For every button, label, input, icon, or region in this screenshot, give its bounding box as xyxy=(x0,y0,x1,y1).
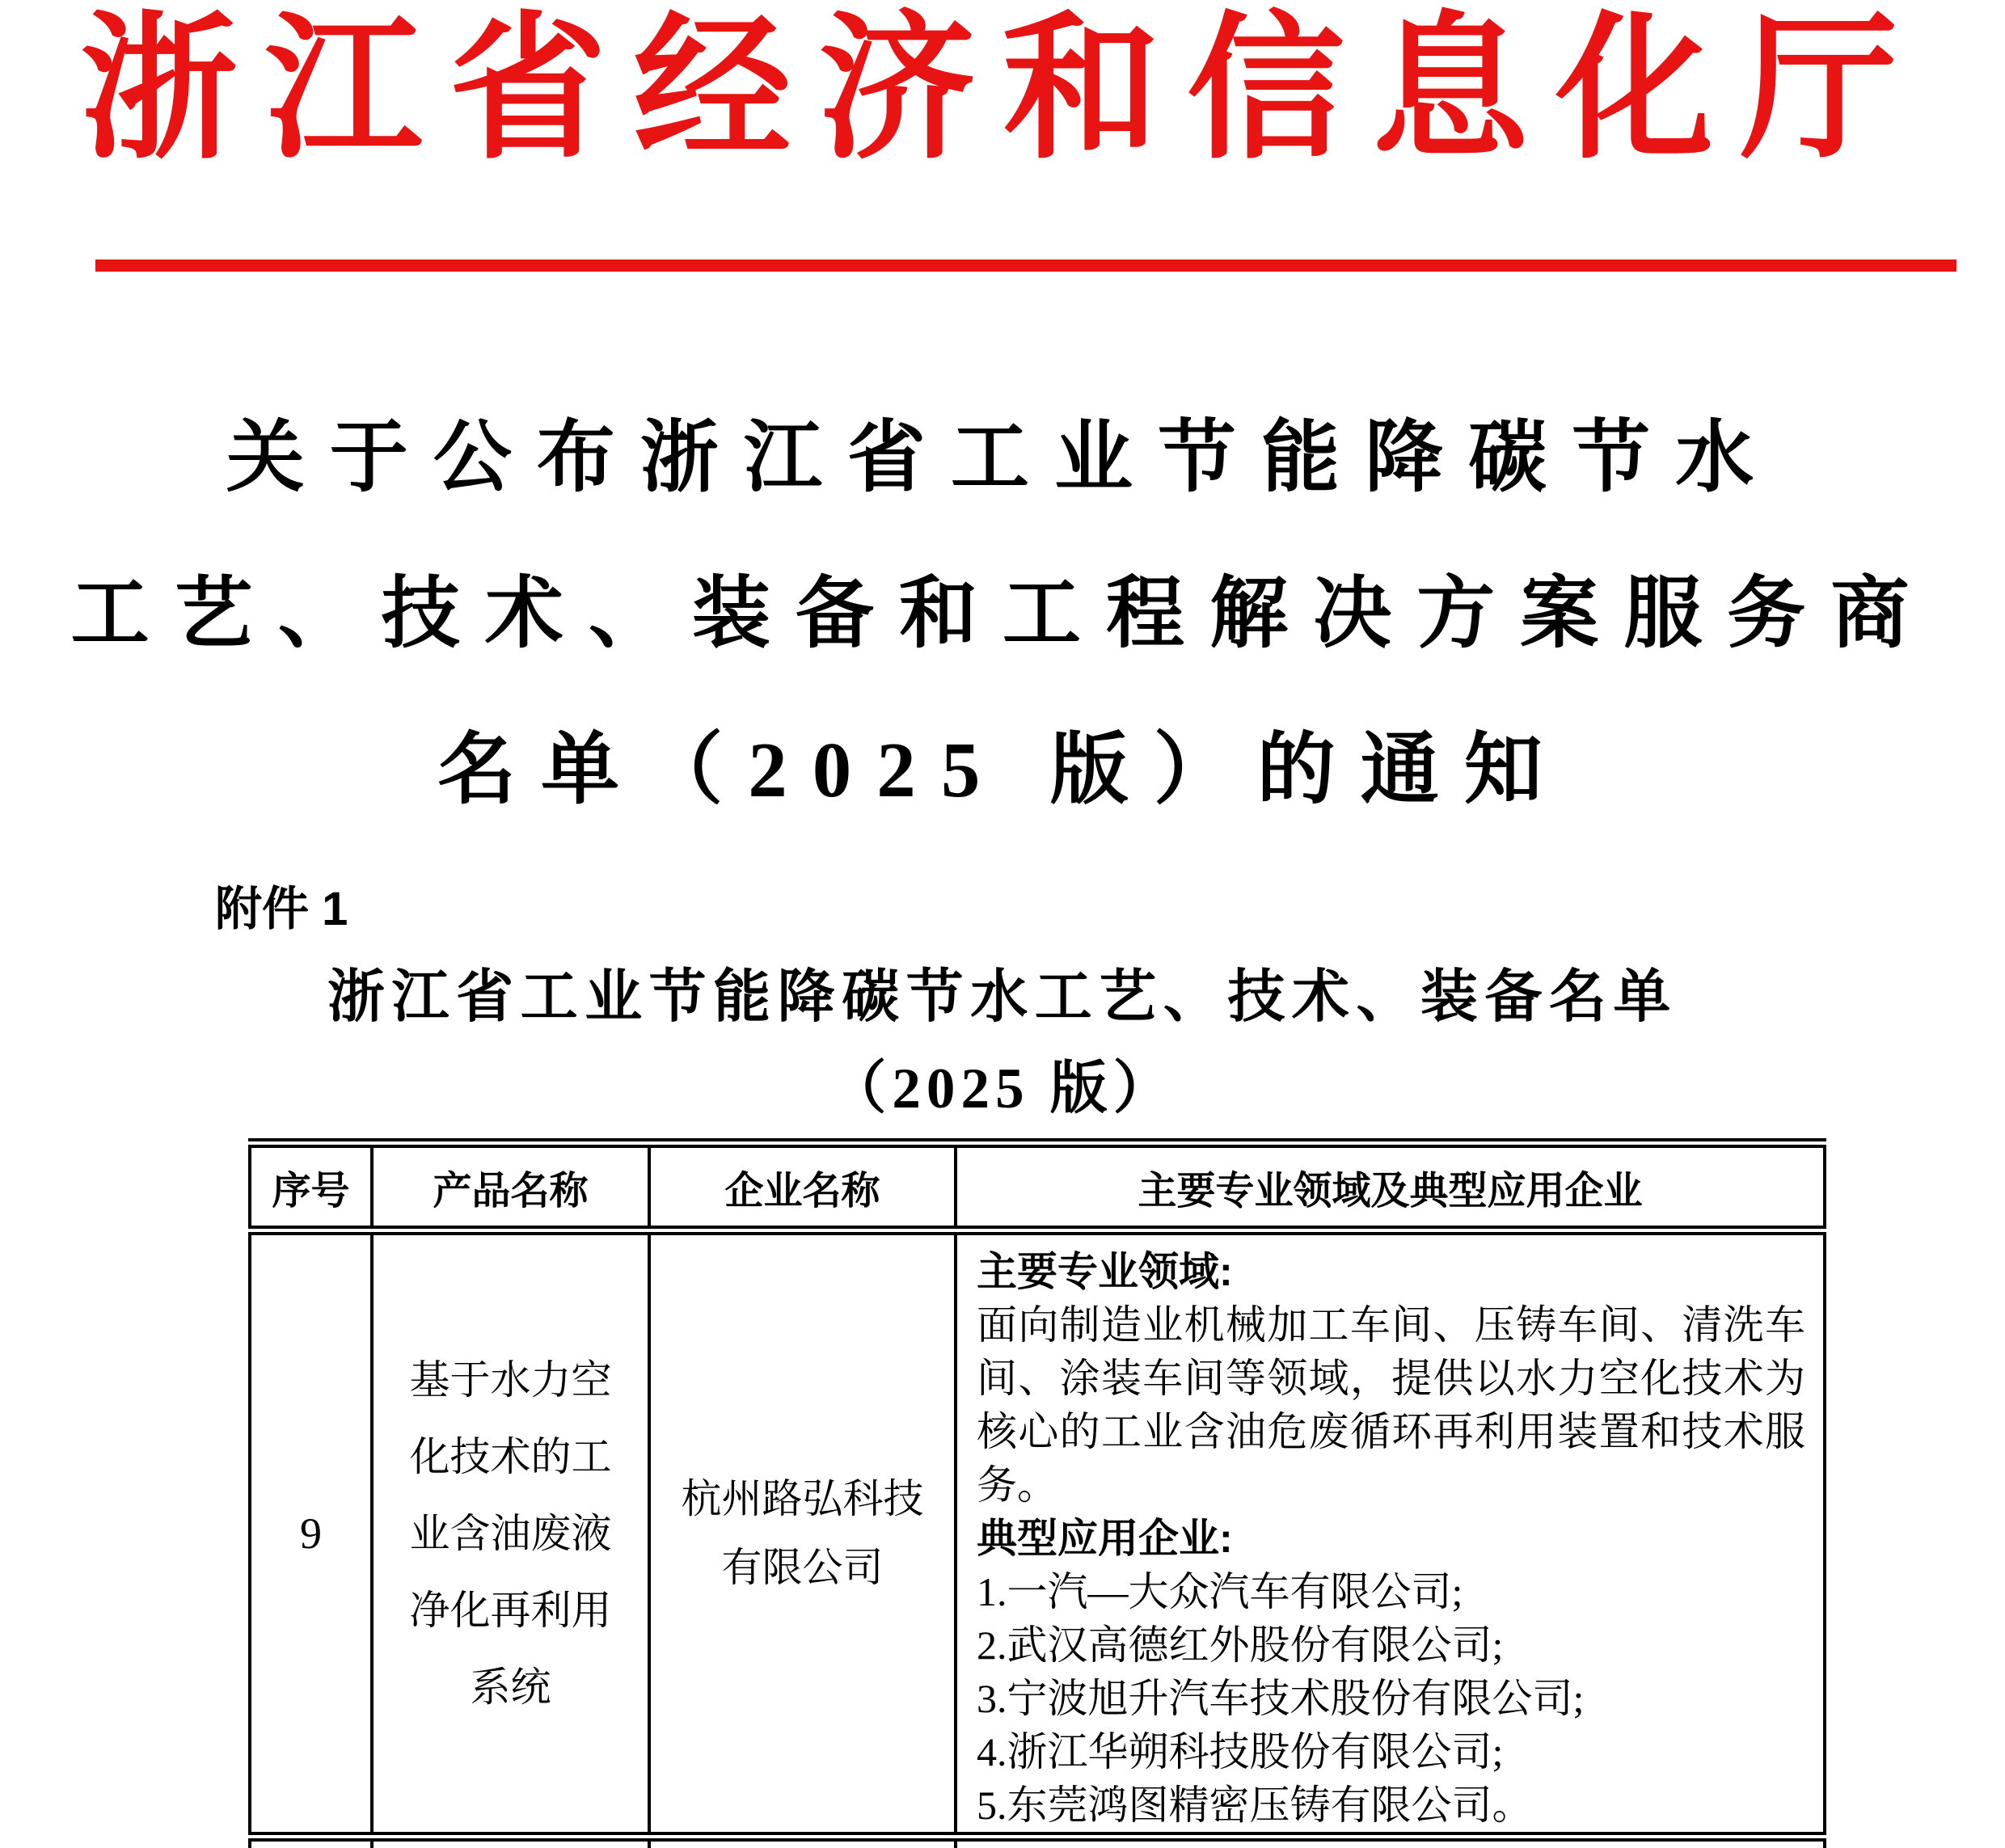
document-title-line-3: 名单（2025 版）的通知 xyxy=(437,727,1568,813)
stub-cell xyxy=(956,1837,1825,1848)
company-name-text: 杭州路弘科技有限公司 xyxy=(681,1476,924,1590)
column-header-company-name: 企业名称 xyxy=(649,1143,956,1230)
next-row-cutoff-stub xyxy=(250,1837,1825,1848)
document-title-line-1: 关于公布浙江省工业节能降碳节水 xyxy=(226,415,1779,501)
stub-cell xyxy=(649,1837,956,1848)
table-header-row xyxy=(250,1143,1825,1230)
agency-masthead-title: 浙江省经济和信息化厅 xyxy=(80,3,1925,178)
products-table xyxy=(248,1138,1826,1848)
table-row xyxy=(250,1230,1825,1837)
cell-details xyxy=(956,1230,1825,1837)
application-company-item: 2.武汉高德红外股份有限公司; xyxy=(977,1622,1504,1668)
application-company-item: 1.一汽—大众汽车有限公司; xyxy=(977,1569,1463,1614)
document-title-line-2: 工艺、技术、装备和工程解决方案服务商 xyxy=(70,571,1935,657)
document-title xyxy=(0,380,2005,848)
attachment-title-edition: （2025 版） xyxy=(829,1057,1176,1120)
cell-index: 9 xyxy=(250,1230,372,1837)
red-divider-line xyxy=(95,259,1956,272)
product-name-text: 基于水力空化技术的工业含油废液净化再利用系统 xyxy=(409,1356,612,1710)
application-company-item: 3.宁波旭升汽车技术股份有限公司; xyxy=(977,1676,1585,1721)
fields-label: 主要专业领域: xyxy=(977,1249,1233,1294)
stub-cell xyxy=(372,1837,649,1848)
stub-cell xyxy=(250,1837,372,1848)
attachment-label: 附件 1 xyxy=(215,883,348,935)
application-company-item: 5.东莞鸿图精密压铸有限公司。 xyxy=(977,1783,1533,1828)
column-header-product-name: 产品名称 xyxy=(372,1143,649,1230)
applications-label: 典型应用企业: xyxy=(977,1516,1233,1561)
cell-company-name xyxy=(649,1230,956,1837)
fields-text: 面向制造业机械加工车间、压铸车间、清洗车间、涂装车间等领域，提供以水力空化技术为核心的工业含油危废循环再利用装置和技术服务。 xyxy=(977,1302,1805,1508)
column-header-index: 序号 xyxy=(250,1143,372,1230)
column-header-fields-applications: 主要专业领域及典型应用企业 xyxy=(956,1143,1825,1230)
application-company-item: 4.浙江华朔科技股份有限公司; xyxy=(977,1729,1504,1774)
cell-product-name xyxy=(372,1230,649,1837)
attachment-title: 浙江省工业节能降碳节水工艺、技术、装备名单 xyxy=(327,966,1678,1029)
